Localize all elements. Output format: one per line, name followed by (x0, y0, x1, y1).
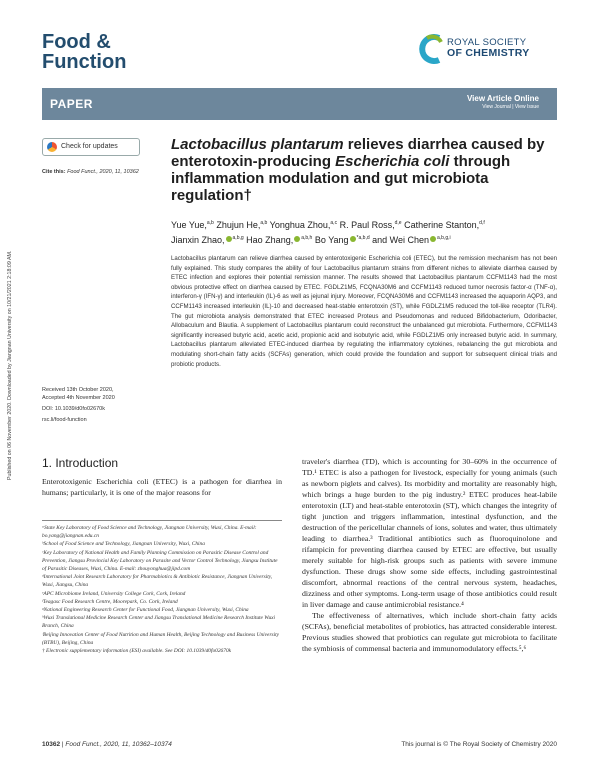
journal-title: Food & Function (42, 31, 127, 73)
rsc-logo-icon (417, 32, 445, 66)
article-type: PAPER (50, 97, 93, 111)
journal-link[interactable]: rsc.li/food-function (42, 417, 87, 423)
article-dates: Received 13th October 2020, Accepted 4th November 2020 DOI: 10.1039/d0fo02670k rsc.li/food-function (42, 387, 115, 423)
author[interactable]: Zhujun He,$^{a,b}$ (216, 220, 268, 230)
author[interactable]: Bo Yang $^{*a,b,d}$ (314, 235, 370, 245)
author[interactable]: Yonghua Zhou,$^{a,c}$ (269, 220, 338, 230)
footnote-divider (42, 520, 282, 521)
download-note: Published on 06 November 2020. Downloaded by Jiangnan University on 10/21/2021 2:18:09 AM. (7, 250, 13, 480)
page-footer-left: 10362 | Food Funct., 2020, 11, 10362–10374 (42, 741, 172, 748)
article-title: Lactobacillus plantarum relieves diarrhea caused by enterotoxin-producing Escherichia coli through inflammation modulation and gut microbiota regulation† (171, 136, 545, 204)
section-heading: 1. Introduction (42, 456, 119, 470)
check-updates-button[interactable]: Check for updates (42, 138, 140, 156)
orcid-icon[interactable] (350, 236, 356, 242)
author[interactable]: R. Paul Ross,$^{d,e}$ (339, 220, 402, 230)
author[interactable]: and Wei Chen $^{a,b,g,i}$ (372, 235, 451, 245)
orcid-icon[interactable] (430, 236, 436, 242)
crossmark-icon (47, 142, 57, 152)
view-links[interactable] (467, 94, 539, 110)
author[interactable]: Catherine Stanton,$^{d,f}$ (404, 220, 485, 230)
publisher-name: ROYAL SOCIETY OF CHEMISTRY (447, 37, 530, 59)
view-article-online-link[interactable]: View Article Online (466, 94, 539, 103)
doi-link[interactable]: DOI: 10.1039/d0fo02670k (42, 406, 105, 412)
citation: Cite this: Food Funct., 2020, 11, 10362 (42, 169, 139, 175)
author[interactable]: Hao Zhang, $^{a,b,h}$ (246, 235, 313, 245)
orcid-icon[interactable] (294, 236, 300, 242)
author[interactable]: Yue Yue,$^{a,b}$ (171, 220, 214, 230)
article-type-banner (42, 88, 557, 120)
author[interactable]: Jianxin Zhao, $^{a,b,g}$ (171, 235, 244, 245)
abstract: Lactobacillus plantarum can relieve diarrhea caused by enterotoxigenic Escherichia coli (ETEC), but the remission mechanism has not been fully explained. This study compares the ability of four Lactobacillus plantarum strains from different niches to alleviate diarrhea caused by ETEC infection and explores their potential remission manner. The results showed that Lactobacillus plantarum CCFM1143 had the most obvious protective effect on diarrhea caused by ETEC. FGDLZ1M5, FCQNA30M6 and CCFM1143 reduced tumor necrosis factor-α (TNF-α), interferon-γ (IFN-γ) and interleukin (IL)-6 as well as jejunal injury. Moreover, FCQNA30M6 and CCFM1143 increased the aquaporin AQP3, and CCFM1143 increased interleukin (IL)-10 and decreased heat-stable enterotoxin (ST), while FGDLZ1M5 reduced the toll-like receptor (TLR4). The gut microbiota analysis demonstrated that ETEC increased Proteus and Pseudomonas and reduced Bifidobacterium, Odoribacter, Allobaculum and Blautia. A supplement of Lactobacillus plantarum could reconstruct the unbalanced gut microbiota. Furthermore, CCFM1143 significantly increased butyric acid, acetic acid, propionic acid and isobutyric acid, while FGDLZ1M5 only increased butyric acid. In summary, Lactobacillus plantarum alleviated ETEC-induced diarrhea by regulating the inflammatory cytokines, rebalancing the gut microbiota and modulating short-chain fatty acids (SCFAs) generation, which could provide the foundation and support for subsequent clinical trials and probiotic products. (171, 255, 557, 368)
page-footer-right: This journal is © The Royal Society of Chemistry 2020 (401, 741, 557, 748)
affiliations: ᵃState Key Laboratory of Food Science and Technology, Jiangnan University, Wuxi, China. E-mail: bo.yang@jiangnan.edu.cn ᵇSchool of Food Science and Technology, Jiangnan University, Wuxi, China ᶜKey Laboratory of National Health and Family Planning Commission on Parasitic Disease Control and Prevention, Jiangsu Provincial Key Laboratory on Parasite and Vector Control Technology, Jiangsu Institute of Parasitic Diseases, Wuxi, China. E-mail: zhouyonghua@jipd.com ᵈInternational Joint Research Laboratory for Pharmabiotics & Antibiotic Resistance, Jiangnan University, Wuxi, Jiangsu, China ᵉAPC Microbiome Ireland, University College Cork, Cork, Ireland ᶠTeagasc Food Research Centre, Moorepark, Co. Cork, Ireland ᵍNational Engineering Research Center for Functional Food, Jiangnan University, Wuxi, China ʰWuxi Translational Medicine Research Center and Jiangsu Translational Medicine Research Institute Wuxi Branch, China ⁱBeijing Innovation Center of Food Nutrition and Human Health, Beijing Technology and Business University (BTBU), Beijing, China † Electronic supplementary information (ESI) available. See DOI: 10.1039/d0fo02670k (42, 525, 280, 655)
journal-issue-links[interactable]: View Journal | View Issue (482, 104, 539, 110)
publisher-logo[interactable] (417, 32, 557, 66)
intro-paragraph: The effectiveness of alternatives, which include short-chain fatty acids (SCFAs), beneficial metabolites of probiotics, has attracted considerable interest. Previous studies showed that probiotics can regulate gut microbiota to facilitate the symbiosis of commensal bacteria and immunomodulatory effects.⁵,⁶ (302, 611, 557, 653)
intro-left-text: Enterotoxigenic Escherichia coli (ETEC) is a pathogen for diarrhea in humans; particularly, it is one of the major reasons for (42, 477, 282, 497)
orcid-icon[interactable] (226, 236, 232, 242)
intro-paragraph: traveler's diarrhea (TD), which is accounting for 30–60% in the occurrence of TD.¹ ETEC is also a pathogen for livestock, especially for young animals (such as newborn piglets and calves). Its morbidity and mortality are reasonably high, which brings a huge burden to the pig industry.² ETEC produces heat-labile enterotoxin (LT) and heat-stable enterotoxin (ST), which changes the integrity of tight junction and triggers inflammation, intestinal dysfunction, and the destruction of the pericellular channels of ions, solutes and water, thus ultimately leading to diarrhea.³ Traditional antibiotics such as fluoroquinolone and rifampicin for preventing diarrhea caused by ETEC are effective, but usually merely suitable for high-risk groups such as patients with severe immune dysfunction. These drugs show some side effects, including gastrointestinal discomfort, abnormal reactions of the central nervous system, headaches, dizziness and other symptoms. Long-term usage of those antibiotics could result in liver damage and cause antimicrobial resistance.⁴ (302, 457, 557, 609)
intro-right-text (302, 456, 557, 654)
author-list (171, 217, 556, 247)
